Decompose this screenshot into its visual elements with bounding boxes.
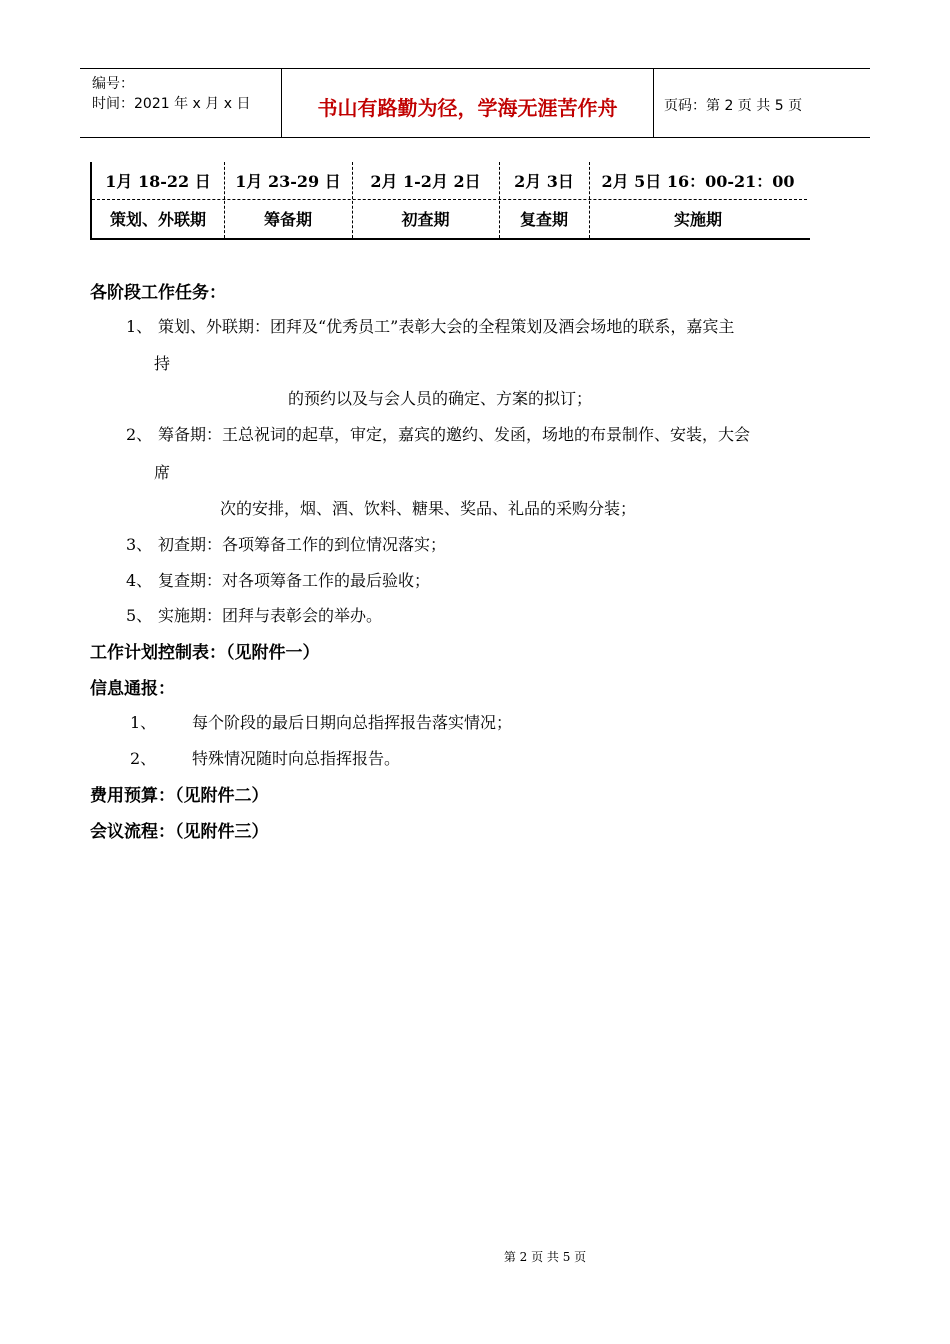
info-text: 特殊情况随时向总指挥报告。 xyxy=(192,749,401,768)
header-motto: 书山有路勤为径，学海无涯苦作舟 xyxy=(281,69,654,137)
schedule-date-cell: 1月 23-29 日 xyxy=(235,171,341,191)
task-number: 1、 xyxy=(126,317,153,336)
schedule-dates-row xyxy=(92,162,810,198)
task-text-wrap: 席 xyxy=(154,463,171,482)
header-meta xyxy=(80,69,281,137)
control-table-title: 工作计划控制表：（见附件一） xyxy=(90,643,320,663)
number-label: 编号： xyxy=(92,76,134,92)
schedule-phase-cell: 初查期 xyxy=(401,209,450,229)
schedule-phases-row xyxy=(92,200,810,236)
schedule-phase-cell: 复查期 xyxy=(519,209,568,229)
task-text-continued: 次的安排，烟、酒、饮料、糖果、奖品、礼品的采购分装； xyxy=(220,499,637,518)
page-header xyxy=(80,68,870,138)
task-text: 初查期：各项筹备工作的到位情况落实； xyxy=(158,535,447,554)
tasks-title: 各阶段工作任务： xyxy=(90,283,226,303)
schedule-date-cell: 2月 5日 16：00-21：00 xyxy=(601,171,795,191)
task-number: 4、 xyxy=(126,571,153,590)
task-number: 2、 xyxy=(126,425,153,444)
task-text: 筹备期：王总祝词的起草，审定，嘉宾的邀约、发函，场地的布景制作、安装，大会 xyxy=(158,425,751,444)
schedule-date-cell: 1月 18-22 日 xyxy=(105,171,211,191)
header-page-info: 页码：第 2 页 共 5 页 xyxy=(664,98,803,114)
date-label: 时间：2021 年 x 月 x 日 xyxy=(92,96,251,112)
schedule-phase-cell: 实施期 xyxy=(673,209,722,229)
schedule-date-cell: 2月 1-2月 2日 xyxy=(370,171,481,191)
page-footer: 第 2 页 共 5 页 xyxy=(503,1250,587,1264)
schedule-date-cell: 2月 3日 xyxy=(514,171,574,191)
schedule-phase-cell: 策划、外联期 xyxy=(109,209,206,229)
info-number: 2、 xyxy=(130,749,157,768)
info-title: 信息通报： xyxy=(90,679,175,699)
flow-title: 会议流程：（见附件三） xyxy=(90,822,269,842)
task-text: 复查期：对各项筹备工作的最后验收； xyxy=(158,571,431,590)
task-number: 3、 xyxy=(126,535,153,554)
info-number: 1、 xyxy=(130,713,157,732)
task-text: 策划、外联期：团拜及“优秀员工”表彰大会的全程策划及酒会场地的联系，嘉宾主 xyxy=(158,317,735,336)
budget-title: 费用预算：（见附件二） xyxy=(90,786,269,806)
task-number: 5、 xyxy=(126,606,153,625)
schedule-table xyxy=(90,162,810,240)
schedule-phase-cell: 筹备期 xyxy=(263,209,312,229)
task-text-continued: 的预约以及与会人员的确定、方案的拟订； xyxy=(288,389,593,408)
info-text: 每个阶段的最后日期向总指挥报告落实情况； xyxy=(192,713,513,732)
task-text: 实施期：团拜与表彰会的举办。 xyxy=(158,606,383,625)
task-text-wrap: 持 xyxy=(154,354,171,373)
